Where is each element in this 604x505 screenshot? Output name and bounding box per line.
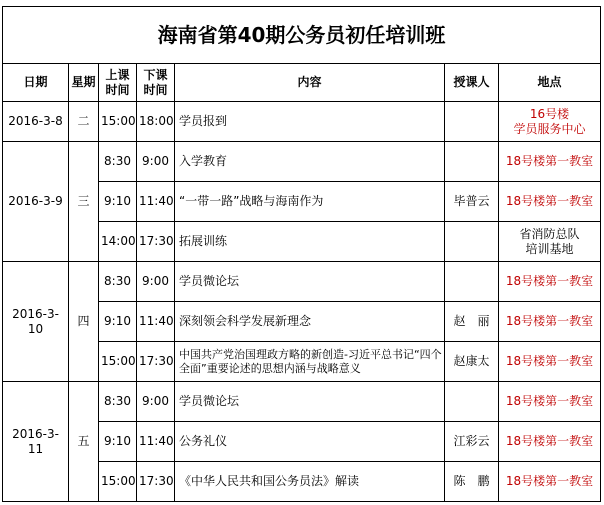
start-time-cell[interactable]: 14:00: [99, 222, 137, 262]
schedule-table: [2, 6, 601, 502]
location-cell[interactable]: 18号楼第一教室: [499, 182, 601, 222]
start-time-cell[interactable]: 15:00: [99, 462, 137, 502]
location-cell[interactable]: 18号楼第一教室: [499, 342, 601, 382]
weekday-cell[interactable]: 五: [69, 382, 99, 502]
end-time-cell[interactable]: 9:00: [137, 382, 175, 422]
header-start: 上课时间: [99, 64, 137, 102]
location-cell[interactable]: 18号楼第一教室: [499, 422, 601, 462]
start-time-cell[interactable]: 9:10: [99, 182, 137, 222]
date-cell[interactable]: 2016-3-11: [3, 382, 69, 502]
content-cell[interactable]: 深刻领会科学发展新理念: [175, 302, 445, 342]
header-end: 下课时间: [137, 64, 175, 102]
content-cell[interactable]: 入学教育: [175, 142, 445, 182]
lecturer-cell[interactable]: 陈 鹏: [445, 462, 499, 502]
schedule-body: [3, 102, 601, 502]
lecturer-cell[interactable]: [445, 142, 499, 182]
location-cell[interactable]: 18号楼第一教室: [499, 262, 601, 302]
date-cell[interactable]: 2016-3-8: [3, 102, 69, 142]
content-cell[interactable]: “一带一路”战略与海南作为: [175, 182, 445, 222]
content-cell[interactable]: 学员微论坛: [175, 382, 445, 422]
header-lecturer: 授课人: [445, 64, 499, 102]
end-time-cell[interactable]: 18:00: [137, 102, 175, 142]
header-weekday: 星期: [69, 64, 99, 102]
header-content: 内容: [175, 64, 445, 102]
start-time-cell[interactable]: 15:00: [99, 342, 137, 382]
header-date: 日期: [3, 64, 69, 102]
end-time-cell[interactable]: 11:40: [137, 182, 175, 222]
lecturer-cell[interactable]: [445, 102, 499, 142]
start-time-cell[interactable]: 15:00: [99, 102, 137, 142]
page-title: 海南省第40期公务员初任培训班: [3, 7, 601, 64]
date-cell[interactable]: 2016-3-10: [3, 262, 69, 382]
header-location: 地点: [499, 64, 601, 102]
weekday-cell[interactable]: 四: [69, 262, 99, 382]
lecturer-cell[interactable]: [445, 262, 499, 302]
lecturer-cell[interactable]: 江彩云: [445, 422, 499, 462]
lecturer-cell[interactable]: [445, 382, 499, 422]
lecturer-cell[interactable]: [445, 222, 499, 262]
end-time-cell[interactable]: 11:40: [137, 422, 175, 462]
end-time-cell[interactable]: 9:00: [137, 142, 175, 182]
lecturer-cell[interactable]: 毕普云: [445, 182, 499, 222]
end-time-cell[interactable]: 17:30: [137, 342, 175, 382]
start-time-cell[interactable]: 9:10: [99, 422, 137, 462]
weekday-cell[interactable]: 三: [69, 142, 99, 262]
weekday-cell[interactable]: 二: [69, 102, 99, 142]
content-cell[interactable]: 公务礼仪: [175, 422, 445, 462]
start-time-cell[interactable]: 9:10: [99, 302, 137, 342]
end-time-cell[interactable]: 9:00: [137, 262, 175, 302]
end-time-cell[interactable]: 11:40: [137, 302, 175, 342]
location-cell[interactable]: 18号楼第一教室: [499, 382, 601, 422]
start-time-cell[interactable]: 8:30: [99, 142, 137, 182]
content-cell[interactable]: 拓展训练: [175, 222, 445, 262]
date-cell[interactable]: 2016-3-9: [3, 142, 69, 262]
location-cell[interactable]: 省消防总队 培训基地: [499, 222, 601, 262]
content-cell[interactable]: 学员微论坛: [175, 262, 445, 302]
content-cell[interactable]: 中国共产党治国理政方略的新创造-习近平总书记“四个全面”重要论述的思想内涵与战略意义: [175, 342, 445, 382]
location-cell[interactable]: 16号楼 学员服务中心: [499, 102, 601, 142]
location-cell[interactable]: 18号楼第一教室: [499, 462, 601, 502]
table-row: [3, 102, 601, 142]
table-row: [3, 382, 601, 422]
content-cell[interactable]: 《中华人民共和国公务员法》解读: [175, 462, 445, 502]
lecturer-cell[interactable]: 赵 丽: [445, 302, 499, 342]
location-cell[interactable]: 18号楼第一教室: [499, 302, 601, 342]
end-time-cell[interactable]: 17:30: [137, 222, 175, 262]
start-time-cell[interactable]: 8:30: [99, 262, 137, 302]
end-time-cell[interactable]: 17:30: [137, 462, 175, 502]
lecturer-cell[interactable]: 赵康太: [445, 342, 499, 382]
location-cell[interactable]: 18号楼第一教室: [499, 142, 601, 182]
table-row: [3, 262, 601, 302]
start-time-cell[interactable]: 8:30: [99, 382, 137, 422]
table-row: [3, 142, 601, 182]
content-cell[interactable]: 学员报到: [175, 102, 445, 142]
